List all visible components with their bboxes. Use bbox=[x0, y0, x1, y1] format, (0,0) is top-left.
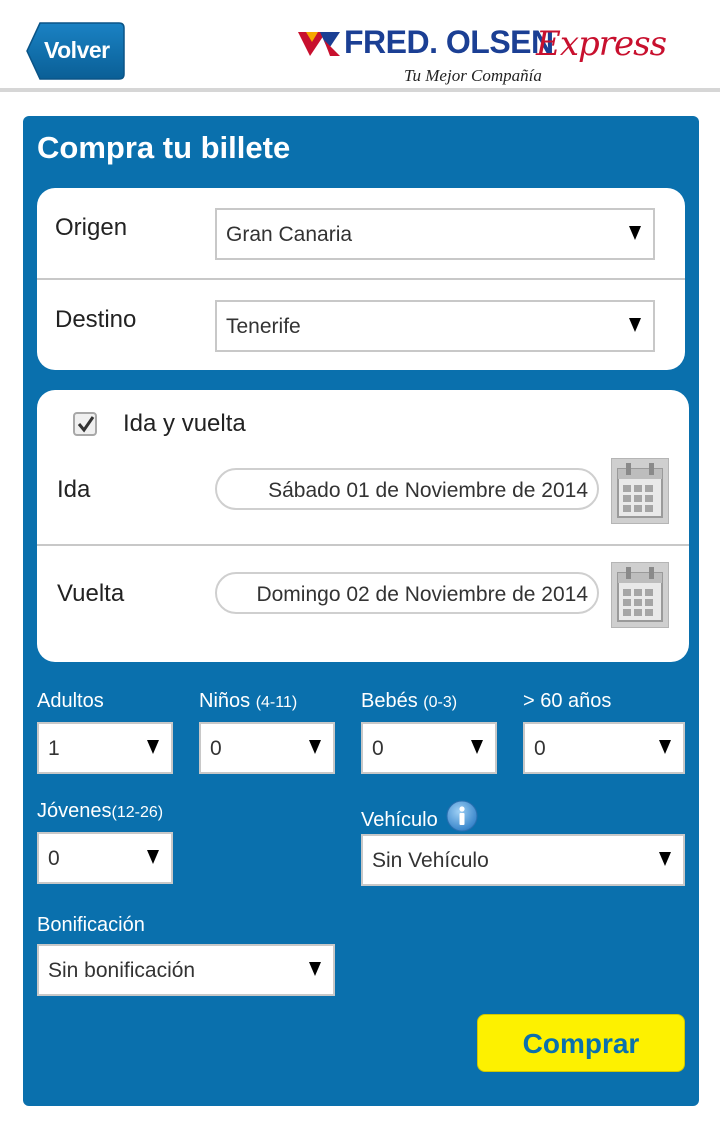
round-trip-checkbox[interactable] bbox=[73, 412, 97, 436]
fred-olsen-logo bbox=[298, 24, 667, 90]
info-icon[interactable] bbox=[446, 800, 478, 832]
youth-label: Jóvenes(12-26) bbox=[37, 800, 164, 822]
children-label: Niños (4-11) bbox=[199, 690, 298, 712]
page-title: Compra tu billete bbox=[37, 130, 291, 165]
return-label: Vuelta bbox=[57, 580, 125, 607]
origin-label: Origen bbox=[55, 214, 128, 241]
outbound-label: Ida bbox=[57, 476, 91, 503]
discount-select[interactable] bbox=[37, 944, 335, 996]
chevron-down-icon bbox=[309, 962, 321, 976]
back-button-label: Volver bbox=[44, 37, 110, 63]
seniors-label: > 60 años bbox=[523, 690, 612, 712]
buy-button-label: Comprar bbox=[522, 1028, 640, 1059]
destination-label: Destino bbox=[55, 306, 137, 333]
vehicle-value: Sin Vehículo bbox=[372, 849, 489, 872]
calendar-icon bbox=[612, 563, 668, 627]
return-date-value: Domingo 02 de Noviembre de 2014 bbox=[256, 583, 588, 606]
seniors-select[interactable] bbox=[523, 722, 685, 774]
chevron-down-icon bbox=[471, 740, 483, 754]
chevron-down-icon bbox=[629, 318, 641, 332]
vehicle-select[interactable] bbox=[361, 834, 685, 886]
adults-label: Adultos bbox=[37, 690, 104, 712]
adults-select[interactable] bbox=[37, 722, 173, 774]
divider bbox=[37, 278, 685, 280]
discount-value: Sin bonificación bbox=[48, 959, 196, 982]
logo-express-text: Express bbox=[536, 24, 667, 64]
chevron-down-icon bbox=[659, 852, 671, 866]
outbound-date-field[interactable] bbox=[215, 468, 599, 510]
buy-button[interactable] bbox=[477, 1014, 685, 1072]
seniors-value: 0 bbox=[534, 737, 546, 760]
divider bbox=[37, 544, 689, 546]
outbound-date-value: Sábado 01 de Noviembre de 2014 bbox=[268, 479, 588, 502]
babies-select[interactable] bbox=[361, 722, 497, 774]
outbound-calendar-button[interactable] bbox=[611, 458, 669, 524]
route-card bbox=[37, 188, 685, 370]
destination-value: Tenerife bbox=[226, 315, 301, 338]
chevron-down-icon bbox=[309, 740, 321, 754]
children-select[interactable] bbox=[199, 722, 335, 774]
chevron-down-icon bbox=[659, 740, 671, 754]
logo-tagline: Tu Mejor Compañía bbox=[404, 66, 542, 85]
return-calendar-button[interactable] bbox=[611, 562, 669, 628]
dates-card bbox=[37, 390, 689, 662]
chevron-down-icon bbox=[147, 850, 159, 864]
youth-value: 0 bbox=[48, 847, 60, 870]
back-button[interactable] bbox=[26, 22, 125, 80]
origin-select[interactable] bbox=[215, 208, 655, 260]
checkmark-icon bbox=[76, 414, 96, 434]
babies-label: Bebés (0-3) bbox=[361, 690, 458, 712]
vehicle-label: Vehículo bbox=[361, 794, 478, 832]
app-header bbox=[0, 0, 720, 92]
round-trip-label: Ida y vuelta bbox=[123, 410, 246, 437]
logo-brand-text: FRED. OLSEN bbox=[344, 24, 554, 60]
babies-value: 0 bbox=[372, 737, 384, 760]
youth-select[interactable] bbox=[37, 832, 173, 884]
destination-select[interactable] bbox=[215, 300, 655, 352]
children-value: 0 bbox=[210, 737, 222, 760]
chevron-down-icon bbox=[629, 226, 641, 240]
logo-mark-icon bbox=[298, 28, 340, 58]
discount-label: Bonificación bbox=[37, 914, 145, 936]
chevron-down-icon bbox=[147, 740, 159, 754]
return-date-field[interactable] bbox=[215, 572, 599, 614]
calendar-icon bbox=[612, 459, 668, 523]
adults-value: 1 bbox=[48, 737, 60, 760]
origin-value: Gran Canaria bbox=[226, 223, 353, 246]
booking-panel bbox=[23, 116, 699, 1106]
